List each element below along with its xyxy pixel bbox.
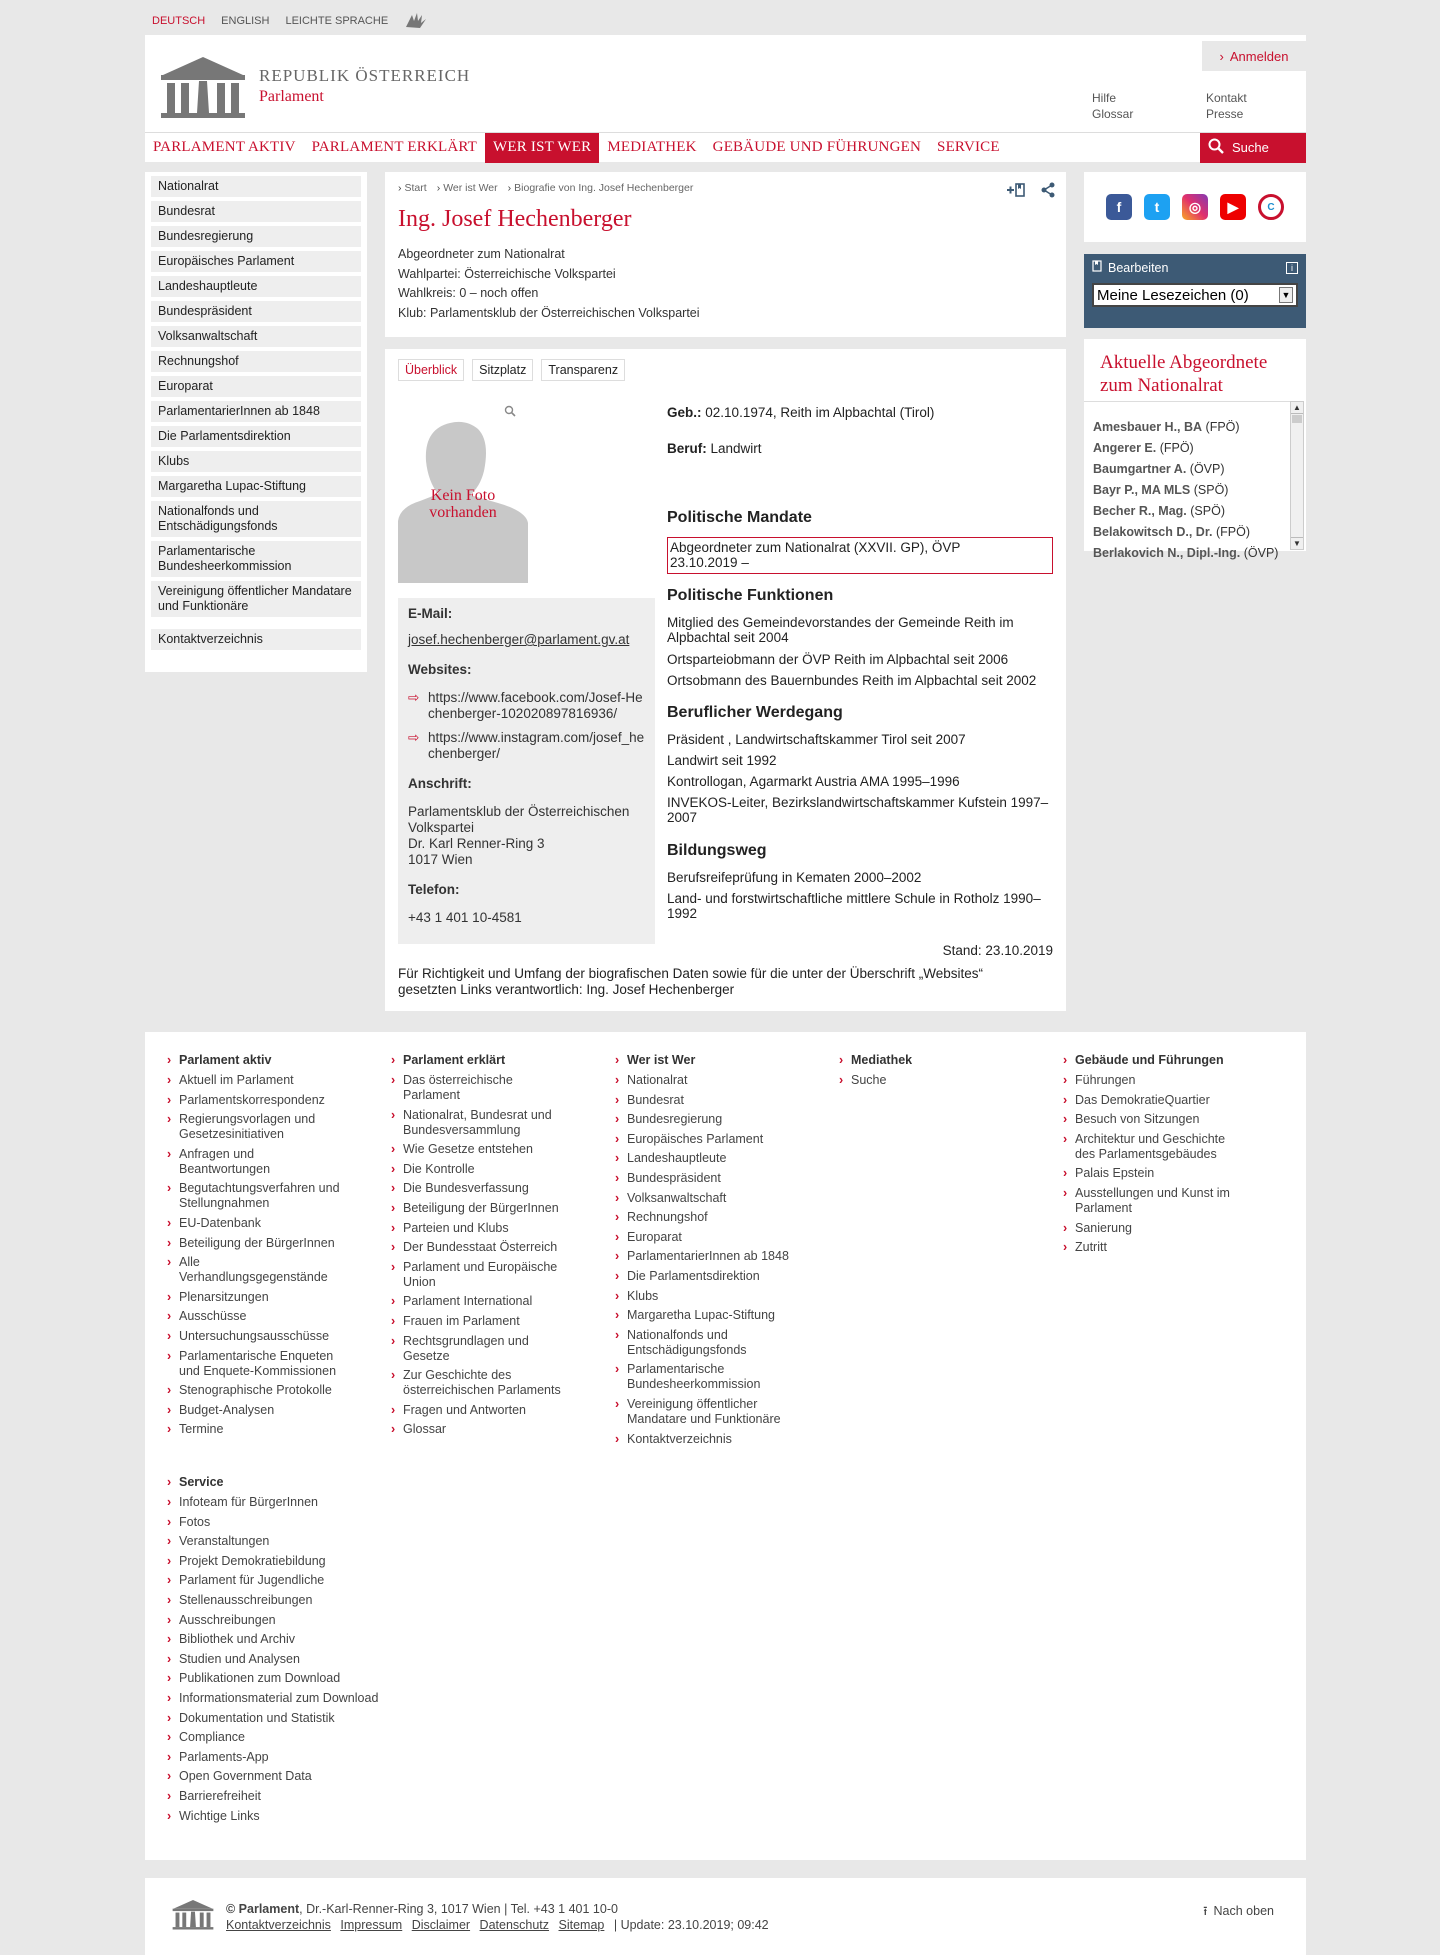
- bio-district: Wahlkreis: 0 – noch offen: [398, 286, 539, 300]
- mandates-heading: Politische Mandate: [667, 509, 812, 526]
- footer-link[interactable]: › Budget-Analysen: [167, 1403, 345, 1418]
- footer-heading[interactable]: › Service: [167, 1475, 407, 1490]
- footer-heading[interactable]: › Gebäude und Führungen: [1063, 1053, 1241, 1068]
- main-navigation: [145, 132, 1306, 162]
- tab-bar: [398, 359, 625, 381]
- footer-link[interactable]: › Nationalrat, Bundesrat und Bundesversammlung: [391, 1108, 569, 1138]
- footer-link[interactable]: › Ausstellungen und Kunst im Parlament: [1063, 1186, 1241, 1216]
- sidebar-item-europarat[interactable]: Europarat: [151, 376, 361, 397]
- footer-link[interactable]: › Ausschreibungen: [167, 1613, 407, 1628]
- add-bookmark-icon[interactable]: [1006, 182, 1026, 201]
- footer-link[interactable]: › Dokumentation und Statistik: [167, 1711, 407, 1726]
- phone-number: +43 1 401 10-4581: [408, 910, 522, 925]
- birth-value: 02.10.1974, Reith im Alpbachtal (Tirol): [705, 405, 935, 420]
- career-heading: Beruflicher Werdegang: [667, 704, 843, 721]
- footer-link[interactable]: › Besuch von Sitzungen: [1063, 1112, 1241, 1127]
- back-to-top-link[interactable]: ⭱ Nach oben: [1203, 1904, 1274, 1918]
- sidebar-item-nationalfonds[interactable]: Nationalfonds und Entschädigungsfonds: [151, 501, 361, 537]
- current-members-panel: [1084, 339, 1306, 560]
- footer-link[interactable]: › Parlament International: [391, 1294, 569, 1309]
- press-link[interactable]: Presse: [1206, 107, 1244, 121]
- sidebar-item-eu-parlament[interactable]: Europäisches Parlament: [151, 251, 361, 272]
- link-kontaktverzeichnis[interactable]: Kontaktverzeichnis: [226, 1918, 331, 1932]
- sidebar-item-bundesregierung[interactable]: Bundesregierung: [151, 226, 361, 247]
- no-photo-text: Kein Foto vorhanden: [429, 487, 497, 521]
- career-item: Landwirt seit 1992: [667, 753, 777, 768]
- footer-link[interactable]: › Studien und Analysen: [167, 1652, 407, 1667]
- footer-link[interactable]: › Die Bundesverfassung: [391, 1181, 569, 1196]
- mandate-date: 23.10.2019 –: [670, 555, 749, 570]
- footer-link[interactable]: › Aktuell im Parlament: [167, 1073, 345, 1088]
- footer-heading[interactable]: › Parlament aktiv: [167, 1053, 345, 1068]
- footer-link[interactable]: › Termine: [167, 1422, 345, 1437]
- footer-link[interactable]: › Regierungsvorlagen und Gesetzesinitiativen: [167, 1112, 345, 1142]
- facebook-icon[interactable]: f: [1106, 194, 1132, 220]
- footer-link[interactable]: › Die Parlamentsdirektion: [615, 1269, 793, 1284]
- sidebar-item-lupac[interactable]: Margaretha Lupac-Stiftung: [151, 476, 361, 497]
- breadcrumb-wer-ist-wer[interactable]: › Wer ist Wer: [437, 182, 498, 194]
- tab-ueberblick[interactable]: Überblick: [398, 359, 464, 381]
- footer-link[interactable]: › Rechnungshof: [615, 1210, 793, 1225]
- link-datenschutz[interactable]: Datenschutz: [479, 1918, 550, 1932]
- member-item[interactable]: Bayr P., MA MLS (SPÖ): [1093, 483, 1229, 497]
- lang-deutsch[interactable]: DEUTSCH: [152, 15, 206, 27]
- lang-easy[interactable]: LEICHTE SPRACHE: [285, 15, 389, 27]
- footer-link[interactable]: › Ausschüsse: [167, 1309, 345, 1324]
- instagram-icon[interactable]: ◎: [1182, 194, 1208, 220]
- footer-link[interactable]: › Palais Epstein: [1063, 1166, 1241, 1181]
- bio-meta: [398, 245, 1053, 323]
- footer-link[interactable]: › Parlamentarische Bundesheerkommission: [615, 1362, 793, 1392]
- footer-link[interactable]: › Barrierefreiheit: [167, 1789, 407, 1804]
- footer-link[interactable]: › Parlament und Europäische Union: [391, 1260, 569, 1290]
- demokratie-webstatt-icon[interactable]: C: [1258, 194, 1284, 220]
- sidebar-item-vereinigung[interactable]: Vereinigung öffentlicher Mandatare und Funktionäre: [151, 581, 361, 617]
- footer-link[interactable]: › Parteien und Klubs: [391, 1221, 569, 1236]
- nav-wer-ist-wer[interactable]: WER IST WER: [485, 133, 599, 163]
- utility-links: [1092, 91, 1296, 121]
- footer-col-wer-ist-wer: [615, 1053, 793, 1451]
- stand-date: Stand: 23.10.2019: [942, 943, 1053, 958]
- breadcrumb-current: › Biografie von Ing. Josef Hechenberger: [508, 182, 694, 194]
- function-item: Ortsparteiobmann der ÖVP Reith im Alpbachtal seit 2006: [667, 652, 1009, 667]
- footer-link[interactable]: › Informationsmaterial zum Download: [167, 1691, 407, 1706]
- footer-link[interactable]: › Compliance: [167, 1730, 407, 1745]
- info-icon[interactable]: i: [1286, 262, 1298, 274]
- member-item[interactable]: Berlakovich N., Dipl.-Ing. (ÖVP): [1093, 546, 1279, 560]
- bio-header-card: [385, 172, 1066, 337]
- footer-link[interactable]: › Beteiligung der BürgerInnen: [391, 1201, 569, 1216]
- search-icon: [1208, 138, 1224, 157]
- footer-link[interactable]: › Zutritt: [1063, 1240, 1241, 1255]
- career-item: INVEKOS-Leiter, Bezirkslandwirtschaftskammer Kufstein 1997–2007: [667, 795, 1049, 825]
- member-item[interactable]: Baumgartner A. (ÖVP): [1093, 462, 1225, 476]
- footer-link[interactable]: › Fragen und Antworten: [391, 1403, 569, 1418]
- copyright: © Parlament: [226, 1902, 300, 1916]
- sidebar-item-bundesrat[interactable]: Bundesrat: [151, 201, 361, 222]
- footer-link[interactable]: › Bibliothek und Archiv: [167, 1632, 407, 1647]
- language-bar: [152, 11, 428, 31]
- sidebar-item-nationalrat[interactable]: Nationalrat: [151, 176, 361, 197]
- footer-col-gebaeude: [1063, 1053, 1241, 1260]
- footer-link[interactable]: › Europarat: [615, 1230, 793, 1245]
- footer-link[interactable]: › Nationalfonds und Entschädigungsfonds: [615, 1328, 793, 1358]
- member-item[interactable]: Angerer E. (FPÖ): [1093, 441, 1194, 455]
- footer-link[interactable]: › Parlament für Jugendliche: [167, 1573, 407, 1588]
- footer-link[interactable]: › Nationalrat: [615, 1073, 793, 1088]
- email-link[interactable]: josef.hechenberger@parlament.gv.at: [408, 632, 630, 647]
- email-label: E-Mail:: [408, 606, 453, 621]
- bio-club: Klub: Parlamentsklub der Österreichischen Volkspartei: [398, 305, 700, 320]
- member-item[interactable]: Becher R., Mag. (SPÖ): [1093, 504, 1225, 518]
- education-item: Land- und forstwirtschaftliche mittlere Schule in Rotholz 1990–1992: [667, 891, 1041, 921]
- footer-link[interactable]: › Infoteam für BürgerInnen: [167, 1495, 407, 1510]
- social-links: [1084, 172, 1306, 242]
- website-link-facebook[interactable]: https://www.facebook.com/Josef-Hechenberger-102020897816936/: [428, 690, 643, 721]
- footer-col-mediathek: [839, 1053, 1017, 1093]
- address-line-2: Dr. Karl Renner-Ring 3: [408, 836, 545, 851]
- address-label: Anschrift:: [408, 776, 472, 791]
- footer-link[interactable]: › Rechtsgrundlagen und Gesetze: [391, 1334, 569, 1364]
- logo-title: REPUBLIK ÖSTERREICH: [259, 66, 471, 85]
- link-disclaimer[interactable]: Disclaimer: [411, 1918, 471, 1932]
- breadcrumb-start[interactable]: › Start: [398, 182, 427, 194]
- site-footer: [145, 1032, 1306, 1860]
- mandate-title: Abgeordneter zum Nationalrat (XXVII. GP), ÖVP: [670, 540, 961, 555]
- footer-link[interactable]: › Fotos: [167, 1515, 407, 1530]
- sidebar-item-klubs[interactable]: Klubs: [151, 451, 361, 472]
- profile-photo-placeholder[interactable]: [398, 399, 528, 583]
- footer-link[interactable]: › Frauen im Parlament: [391, 1314, 569, 1329]
- footer-link[interactable]: › EU-Datenbank: [167, 1216, 345, 1231]
- sign-language-icon[interactable]: [404, 11, 428, 32]
- footer-link[interactable]: › Bundesregierung: [615, 1112, 793, 1127]
- footer-link[interactable]: › Bundesrat: [615, 1093, 793, 1108]
- footer-link[interactable]: › Das DemokratieQuartier: [1063, 1093, 1241, 1108]
- external-link-icon: ⇨: [408, 730, 420, 745]
- address-line-3: 1017 Wien: [408, 852, 473, 867]
- arrow-up-icon: ⭱: [1203, 1904, 1208, 1918]
- contact-link[interactable]: Kontakt: [1206, 91, 1247, 105]
- footer-link[interactable]: › Landeshauptleute: [615, 1151, 793, 1166]
- sidebar-item-landeshauptleute[interactable]: Landeshauptleute: [151, 276, 361, 297]
- footer-link[interactable]: › Der Bundesstaat Österreich: [391, 1240, 569, 1255]
- footer-link[interactable]: › Wichtige Links: [167, 1809, 407, 1824]
- tab-transparenz[interactable]: Transparenz: [541, 359, 625, 381]
- footer-link[interactable]: › Klubs: [615, 1289, 793, 1304]
- footer-link[interactable]: › Volksanwaltschaft: [615, 1191, 793, 1206]
- footer-link[interactable]: › Stellenausschreibungen: [167, 1593, 407, 1608]
- footer-link[interactable]: › Veranstaltungen: [167, 1534, 407, 1549]
- footer-link[interactable]: › Parlaments-App: [167, 1750, 407, 1765]
- parliament-logo-icon: [159, 53, 247, 119]
- footer-col-parlament-erklaert: [391, 1053, 569, 1442]
- bookmarks-select[interactable]: Meine Lesezeichen (0) ▼: [1092, 283, 1298, 307]
- logo[interactable]: [159, 53, 470, 119]
- footer-col-service: [167, 1475, 407, 1828]
- footer-address: , Dr.-Karl-Renner-Ring 3, 1017 Wien | Tel. +43 1 401 10-0: [299, 1902, 618, 1916]
- footer-link[interactable]: › Parlamentarische Enqueten und Enquete-Kommissionen: [167, 1349, 345, 1379]
- lang-english[interactable]: ENGLISH: [221, 15, 270, 27]
- bio-party: Wahlpartei: Österreichische Volkspartei: [398, 266, 616, 281]
- job-value: Landwirt: [710, 441, 762, 456]
- functions-heading: Politische Funktionen: [667, 587, 834, 604]
- members-scrollbar[interactable]: ▲ ▼: [1290, 401, 1304, 550]
- current-members-title: Aktuelle Abgeordnete zum Nationalrat: [1100, 352, 1268, 396]
- footer-link[interactable]: › Bundespräsident: [615, 1171, 793, 1186]
- nav-service[interactable]: SERVICE: [937, 139, 1000, 155]
- member-item[interactable]: Belakowitsch D., Dr. (FPÖ): [1093, 525, 1250, 539]
- footer-link[interactable]: › Beteiligung der BürgerInnen: [167, 1236, 345, 1251]
- footer-link[interactable]: › Die Kontrolle: [391, 1162, 569, 1177]
- login-button[interactable]: › Anmelden: [1202, 41, 1306, 71]
- footer-heading[interactable]: › Wer ist Wer: [615, 1053, 793, 1068]
- share-icon[interactable]: [1040, 182, 1056, 201]
- glossary-link[interactable]: Glossar: [1092, 107, 1134, 121]
- sidebar-item-parlamentarier[interactable]: ParlamentarierInnen ab 1848: [151, 401, 361, 422]
- footer-link[interactable]: › Europäisches Parlament: [615, 1132, 793, 1147]
- twitter-icon[interactable]: t: [1144, 194, 1170, 220]
- footer-link[interactable]: › Plenarsitzungen: [167, 1290, 345, 1305]
- logo-subtitle: Parlament: [259, 88, 324, 105]
- footer-link[interactable]: › Margaretha Lupac-Stiftung: [615, 1308, 793, 1323]
- bio-detail-card: [385, 349, 1066, 1011]
- help-link[interactable]: Hilfe: [1092, 91, 1117, 105]
- website-link-instagram[interactable]: https://www.instagram.com/josef_hechenberger/: [428, 730, 645, 761]
- footer-link[interactable]: › Anfragen und Beantwortungen: [167, 1147, 345, 1177]
- bottom-bar: [145, 1878, 1306, 1955]
- breadcrumb: [398, 182, 1053, 194]
- function-item: Mitglied des Gemeindevorstandes der Gemeinde Reith im Alpbachtal seit 2004: [667, 615, 1014, 645]
- websites-label: Websites:: [408, 662, 472, 677]
- footer-link[interactable]: › Parlamentskorrespondenz: [167, 1093, 345, 1108]
- footer-heading[interactable]: › Parlament erklärt: [391, 1053, 569, 1068]
- birth-label: Geb.:: [667, 405, 702, 420]
- address-line-1: Parlamentsklub der Österreichischen Volkspartei: [408, 804, 630, 835]
- sidebar-item-bundesheerkommission[interactable]: Parlamentarische Bundesheerkommission: [151, 541, 361, 577]
- footer-link[interactable]: › Kontaktverzeichnis: [615, 1432, 793, 1447]
- nav-mediathek[interactable]: MEDIATHEK: [607, 139, 697, 155]
- sidebar-item-parlamentsdirektion[interactable]: Die Parlamentsdirektion: [151, 426, 361, 447]
- nav-gebaeude[interactable]: GEBÄUDE UND FÜHRUNGEN: [712, 139, 922, 155]
- last-update: | Update: 23.10.2019; 09:42: [613, 1918, 769, 1932]
- career-item: Präsident , Landwirtschaftskammer Tirol seit 2007: [667, 732, 966, 747]
- footer-link[interactable]: › Das österreichische Parlament: [391, 1073, 569, 1103]
- bookmark-icon: [1092, 260, 1102, 275]
- function-item: Ortsobmann des Bauernbundes Reith im Alpbachtal seit 2002: [667, 673, 1037, 688]
- member-item[interactable]: Amesbauer H., BA (FPÖ): [1093, 420, 1240, 434]
- footer-link[interactable]: › Architektur und Geschichte des Parlamentsgebäudes: [1063, 1132, 1241, 1162]
- sidebar-item-bundespraesident[interactable]: Bundespräsident: [151, 301, 361, 322]
- sidebar-item-kontaktverzeichnis[interactable]: Kontaktverzeichnis: [151, 629, 361, 650]
- footer-link[interactable]: › Führungen: [1063, 1073, 1241, 1088]
- footer-link[interactable]: › Glossar: [391, 1422, 569, 1437]
- sidebar-item-volksanwaltschaft[interactable]: Volksanwaltschaft: [151, 326, 361, 347]
- search-button[interactable]: Suche: [1200, 133, 1306, 163]
- footer-link[interactable]: › Alle Verhandlungsgegenstände: [167, 1255, 345, 1285]
- nav-parlament-erklaert[interactable]: PARLAMENT ERKLÄRT: [311, 139, 478, 155]
- page-title: Ing. Josef Hechenberger: [398, 206, 632, 232]
- footer-link[interactable]: › Projekt Demokratiebildung: [167, 1554, 407, 1569]
- job-label: Beruf:: [667, 441, 707, 456]
- edit-label[interactable]: Bearbeiten: [1108, 260, 1169, 275]
- footer-link[interactable]: › Publikationen zum Download: [167, 1671, 407, 1686]
- members-list: [1093, 417, 1285, 560]
- footer-link[interactable]: › Sanierung: [1063, 1221, 1241, 1236]
- footer-link[interactable]: › Stenographische Protokolle: [167, 1383, 345, 1398]
- footer-link[interactable]: › Begutachtungsverfahren und Stellungnahmen: [167, 1181, 345, 1211]
- contact-box: [398, 598, 655, 944]
- nav-parlament-aktiv[interactable]: PARLAMENT AKTIV: [153, 139, 296, 155]
- youtube-icon[interactable]: ▶: [1220, 194, 1246, 220]
- parliament-small-logo-icon: [171, 1898, 215, 1933]
- education-item: Berufsreifeprüfung in Kematen 2000–2002: [667, 870, 922, 885]
- external-link-icon: ⇨: [408, 690, 420, 705]
- footer-link[interactable]: › Suche: [839, 1073, 1017, 1088]
- responsibility-note: Für Richtigkeit und Umfang der biografischen Daten sowie für die unter der Überschrift „Websites“ gesetzten Links verantwortlich: Ing. Josef Hechenberger: [398, 966, 984, 997]
- phone-label: Telefon:: [408, 882, 460, 897]
- footer-link[interactable]: › Untersuchungsausschüsse: [167, 1329, 345, 1344]
- bookmark-panel: [1084, 254, 1306, 328]
- zoom-icon[interactable]: [504, 405, 516, 420]
- chevron-right-icon: ›: [1219, 48, 1224, 64]
- sidebar-navigation: [145, 172, 367, 672]
- link-impressum[interactable]: Impressum: [340, 1918, 403, 1932]
- footer-link[interactable]: › Vereinigung öffentlicher Mandatare und Funktionäre: [615, 1397, 793, 1427]
- footer-link[interactable]: › ParlamentarierInnen ab 1848: [615, 1249, 793, 1264]
- bio-role: Abgeordneter zum Nationalrat: [398, 247, 565, 261]
- footer-link[interactable]: › Zur Geschichte des österreichischen Parlaments: [391, 1368, 569, 1398]
- link-sitemap[interactable]: Sitemap: [558, 1918, 605, 1932]
- chevron-down-icon: ▼: [1279, 287, 1293, 303]
- sidebar-item-rechnungshof[interactable]: Rechnungshof: [151, 351, 361, 372]
- education-heading: Bildungsweg: [667, 842, 767, 859]
- tab-sitzplatz[interactable]: Sitzplatz: [472, 359, 533, 381]
- mandate-box: [667, 537, 1053, 574]
- footer-heading[interactable]: › Mediathek: [839, 1053, 1017, 1068]
- footer-link[interactable]: › Wie Gesetze entstehen: [391, 1142, 569, 1157]
- career-item: Kontrollogan, Agarmarkt Austria AMA 1995–1996: [667, 774, 960, 789]
- footer-col-parlament-aktiv: [167, 1053, 345, 1442]
- footer-link[interactable]: › Open Government Data: [167, 1769, 407, 1784]
